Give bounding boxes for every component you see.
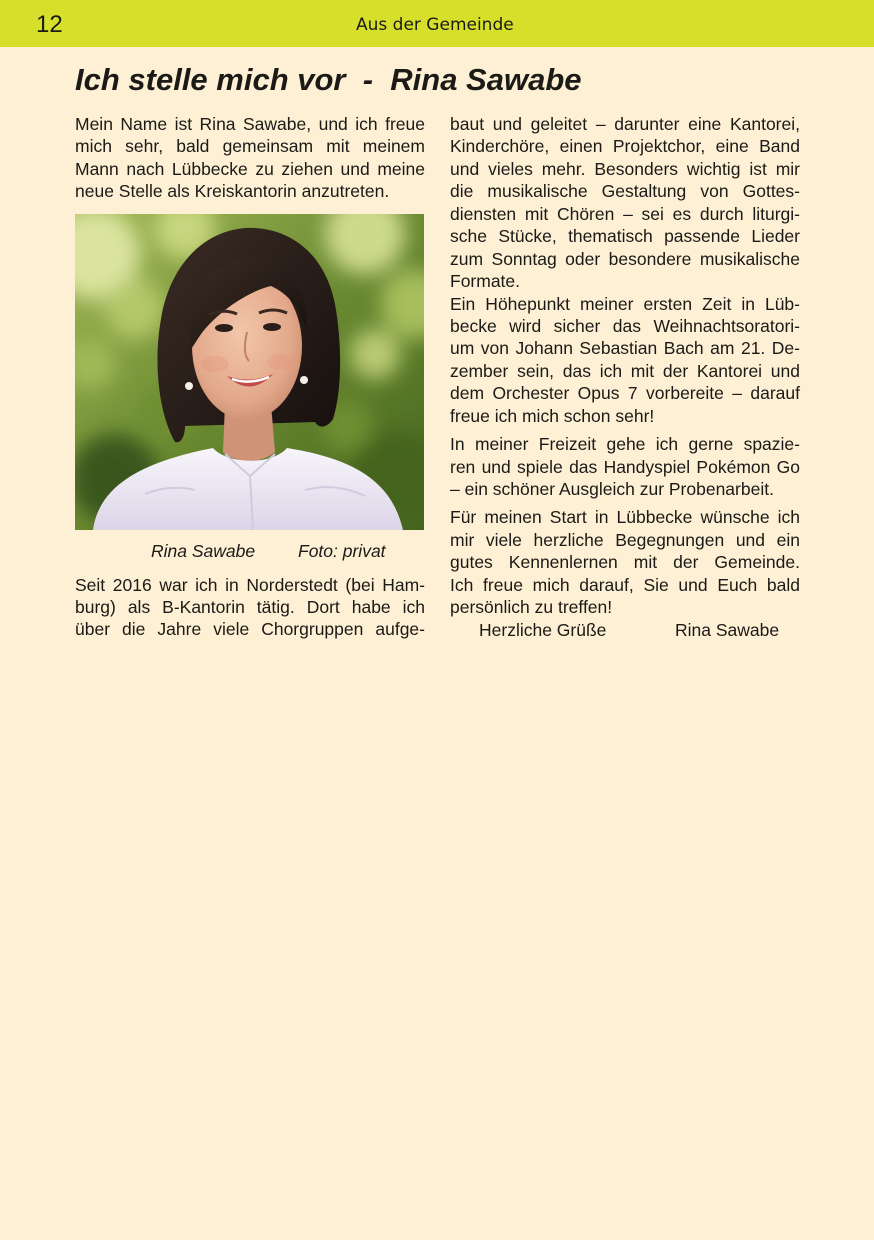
text-line: gutes Kennenlernen mit der Gemeinde. — [450, 552, 800, 573]
caption-name: Rina Sawabe — [151, 540, 256, 561]
paragraph — [450, 113, 800, 293]
paragraph — [450, 433, 800, 500]
text-line: neue Stelle als Kreiskantorin anzutreten. — [75, 181, 390, 202]
text-line: In meiner Freizeit gehe ich gerne spazie- — [450, 434, 800, 455]
text-line: mich sehr, bald gemeinsam mit meinem — [75, 136, 425, 157]
right-column — [450, 113, 800, 641]
article-title: Ich stelle mich vor - Rina Sawabe — [75, 62, 582, 97]
closing-line — [450, 619, 800, 641]
text-line: baut und geleitet – darunter eine Kantorei, — [450, 114, 800, 134]
text-line: persönlich zu treffen! — [450, 597, 613, 618]
text-line: becke wird sicher das Weihnachtsoratori- — [450, 315, 800, 336]
text-line: Kinderchöre, einen Projektchor, eine Band — [450, 136, 800, 157]
text-line: Ein Höhepunkt meiner ersten Zeit in Lüb- — [450, 293, 800, 314]
text-line: und vieles mehr. Besonders wichtig ist mir — [450, 158, 800, 179]
text-line: um von Johann Sebastian Bach am 21. De- — [450, 338, 800, 359]
photo-caption — [75, 540, 425, 562]
text-line: mir viele herzliche Begegnungen und ein — [450, 529, 800, 550]
text-line: Formate. — [450, 271, 521, 292]
text-line: Ich freue mich darauf, Sie und Euch bald — [450, 574, 800, 595]
left-eye — [215, 324, 233, 332]
text-line: diensten mit Chören – sei es durch liturgi- — [450, 203, 800, 224]
text-line: Mein Name ist Rina Sawabe, und ich freue — [75, 114, 425, 134]
section-title: Aus der Gemeinde — [356, 15, 514, 35]
career-paragraph — [75, 574, 425, 641]
text-line: über die Jahre viele Chorgruppen aufge- — [75, 619, 425, 640]
right-eye — [263, 323, 281, 331]
text-line: ren und spiele das Handyspiel Pokémon Go — [450, 456, 800, 477]
text-line: sche Stücke, thematisch passende Lieder — [450, 226, 800, 247]
paragraph — [450, 293, 800, 428]
text-line: Mann nach Lübbecke zu ziehen und meine — [75, 158, 425, 179]
photo-credit: Foto: privat — [298, 540, 386, 561]
portrait-photo — [75, 214, 424, 530]
text-line: Seit 2016 war ich in Norderstedt (bei Ham- — [75, 574, 425, 595]
text-line: burg) als B-Kantorin tätig. Dort habe ich — [75, 597, 425, 618]
text-line: zember sein, das ich mit der Kantorei und — [450, 360, 800, 381]
page-number: 12 — [36, 11, 63, 38]
text-line: Für meinen Start in Lübbecke wünsche ich — [450, 507, 800, 528]
left-cheek — [201, 356, 229, 372]
text-line: zum Sonntag oder besondere musikalische — [450, 248, 800, 269]
text-line: dem Orchester Opus 7 vorbereite – darauf — [450, 383, 800, 404]
right-earring — [300, 376, 308, 384]
text-line: freue ich mich schon sehr! — [450, 405, 655, 426]
closing-greeting: Herzliche Grüße — [479, 619, 607, 640]
text-line: – ein schöner Ausgleich zur Probenarbeit. — [450, 479, 774, 499]
paragraph — [450, 506, 800, 618]
text-line: die musikalische Gestaltung von Gottes- — [450, 181, 800, 202]
intro-paragraph — [75, 113, 425, 203]
right-cheek — [267, 354, 295, 370]
header-bar — [0, 0, 874, 47]
left-column — [75, 113, 425, 641]
closing-signature: Rina Sawabe — [675, 619, 780, 640]
left-earring — [185, 382, 193, 390]
